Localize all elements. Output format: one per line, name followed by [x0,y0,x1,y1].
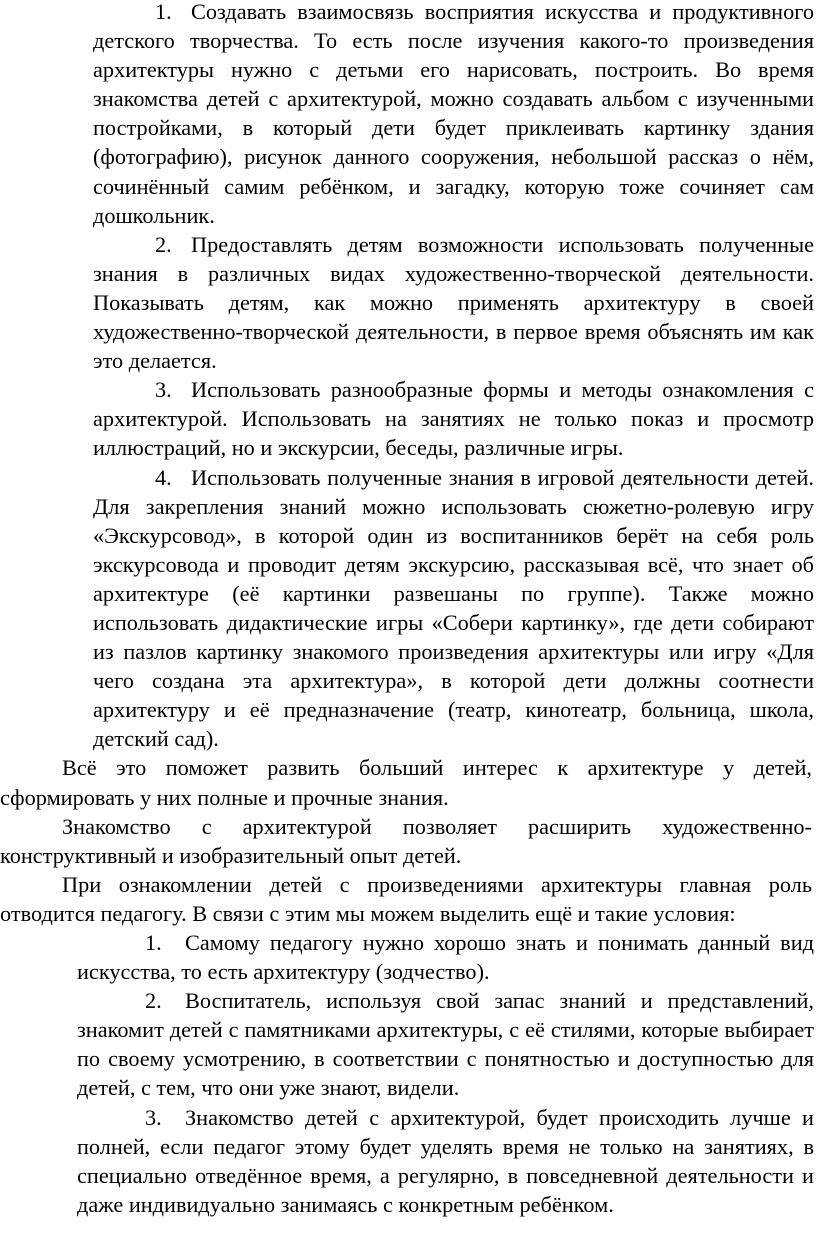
list-number: 2. [155,231,172,257]
list-number: 3. [155,377,172,403]
list-item-text: Предоставлять детям возможности использовать полученные знания в различных видах художественно-творческой деятельности. Показывать детям, как можно применять архитектуру в своей художественно-творческой деятельности, в первое время объяснять им как это делается. [93,231,814,374]
list-number: 2. [145,988,162,1014]
list2-item-3 [77,1103,814,1219]
paragraph-1: Всё это поможет развить больший интерес к архитектуре у детей, сформировать у них полные и прочные знания. [0,755,812,810]
list-number: 1. [145,930,162,955]
list1-item-4 [93,463,814,754]
list-item-text: Знакомство детей с архитектурой, будет происходить лучше и полней, если педагог этому будет уделять время не только на занятиях, в специально отведённое время, а регулярно, в повседневной деятельности и даже индивидуально занимаясь с конкретным ребёнком. [77,1104,814,1217]
list-item-text: Создавать взаимосвязь восприятия искусства и продуктивного детского творчества. То есть после изучения какого-то произведения архитектуры нужно с детьми его нарисовать, построить. Во время знакомства детей с архитектурой, можно создавать альбом с изученными постройками, в который дети будет приклеивать картинку здания (фотографию), рисунок данного сооружения, небольшой рассказ о нём, сочинённый самим ребёнком, и загадку, которую тоже сочиняет сам дошкольник. [93,0,814,228]
list1-item-2 [93,230,814,375]
paragraph-2: Знакомство с архитектурой позволяет расширить художественно-конструктивный и изобразительный опыт детей. [0,813,812,868]
list-item-text: Использовать разнообразные формы и методы ознакомления с архитектурой. Использовать на занятиях не только показ и просмотр иллюстраций, но и экскурсии, беседы, различные игры. [93,377,814,461]
list-number: 3. [145,1104,162,1130]
list1-item-3 [93,375,814,462]
list-item-text: Воспитатель, используя свой запас знаний и представлений, знакомит детей с памятниками архитектуры, с её стилями, которые выбирает по своему усмотрению, в соответствии с понятностью и доступностью для детей, с тем, что они уже знают, видели. [77,988,814,1101]
list-number: 1. [155,0,172,24]
paragraph-3: При ознакомлении детей с произведениями архитектуры главная роль отводится педагогу. В связи с этим мы можем выделить ещё и такие условия: [0,871,812,926]
list2-item-1 [77,928,814,986]
list-item-text: Самому педагогу нужно хорошо знать и понимать данный вид искусства, то есть архитектуру (зодчество). [77,930,814,985]
list-number: 4. [155,464,172,490]
list1-item-1 [93,0,814,230]
list2-item-2 [77,986,814,1102]
list-item-text: Использовать полученные знания в игровой деятельности детей. Для закрепления знаний можно использовать сюжетно-ролевую игру «Экскурсовод», в которой один из воспитанников берёт на себя роль экскурсовода и проводит детям экскурсию, рассказывая всё, что знает об архитектуре (её картинки развешаны по группе). Также можно использовать дидактические игры «Собери картинку», где дети собирают из пазлов картинку знакомого произведения архитектуры или игру «Для чего создана эта архитектура», в которой дети должны соотнести архитектуру и её предназначение (театр, кинотеатр, больница, школа, детский сад). [93,464,814,752]
